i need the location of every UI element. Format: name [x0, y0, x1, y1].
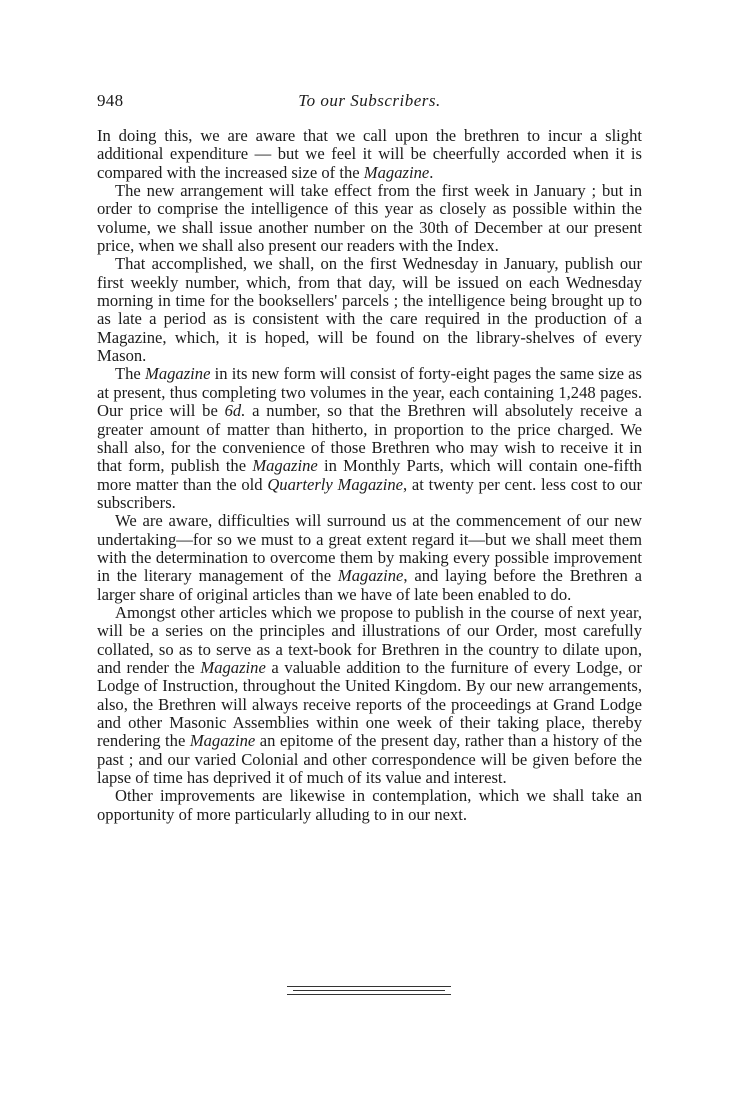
page-header — [97, 91, 642, 115]
italic-text: Magazine — [145, 364, 211, 384]
italic-text: Magazine — [337, 566, 404, 586]
end-rule — [293, 990, 445, 991]
paragraph — [97, 512, 642, 604]
running-title: To our Subscribers. — [298, 91, 441, 110]
text-run: in its new form will consist of forty-eight pages the same size as at present, thus completing two volumes in the year, each containing 1,248 pages. Our price will be — [97, 364, 642, 421]
text-run: The new arrangement will take effect from the first week in January ; but in order to comprise the intelligence of this year as closely as possible within the volume, we shall issue another number on the 30th of December at our present price, when we shall also present our readers with the Index. — [97, 181, 642, 256]
italic-text: Magazine — [363, 162, 430, 182]
end-rule — [287, 994, 451, 995]
paragraph — [97, 182, 642, 255]
article-body — [97, 127, 642, 824]
paragraph — [97, 255, 642, 365]
text-run: a number, so that the Brethren will absolutely receive a greater amount of matter than hitherto, in proportion to the price charged. We shall also, for the convenience of those Brethren who may wish to receive it in that form, publish the — [97, 401, 642, 476]
italic-text: Magazine — [200, 657, 266, 677]
text-run: a valuable addition to the furniture of every Lodge, or Lodge of Instruction, throughout the United Kingdom. By our new arrangements, also, the Brethren will always receive reports of the proceedings at Grand Lodge and other Masonic Assemblies within one week of their taking place, thereby rendering the — [97, 657, 642, 751]
text-run: Amongst other articles which we propose to publish in the course of next year, will be a series on the principles and illustrations of our Order, most carefully collated, so as to serve as a text-book for Brethren in the country to dilate upon, and render the — [97, 602, 642, 677]
italic-text: 6d. — [224, 401, 246, 421]
text-run: . — [429, 162, 434, 182]
text-run: The — [115, 364, 145, 384]
end-rule — [287, 986, 451, 987]
page-number: 948 — [97, 91, 124, 110]
paragraph — [97, 604, 642, 787]
text-run: , and laying before the Brethren a larger share of original articles than we have of late been enabled to do. — [97, 566, 642, 604]
text-run: , at twenty per cent. less cost to our subscribers. — [97, 474, 642, 512]
paragraph — [97, 365, 642, 512]
text-run: That accomplished, we shall, on the first Wednesday in January, publish our first weekly number, which, from that day, will be issued on each Wednesday morning in time for the booksellers' parcels ; the intelligence being brought up to as late a period as is consistent with the care required in the production of a Magazine, which, it is hoped, will be found on the library-shelves of every Mason. — [97, 254, 642, 366]
text-run: In doing this, we are aware that we call upon the brethren to incur a slight additional expenditure — but we feel it will be cheerfully accorded when it is compared with the increased size of the — [97, 126, 642, 182]
paragraph — [97, 127, 642, 182]
text-run: We are aware, difficulties will surround us at the commencement of our new undertaking—for so we must to a great extent regard it—but we shall meet them with the determination to overcome them by making every possible improvement in the literary management of the — [97, 511, 642, 586]
text-run: in Monthly Parts, which will contain one-fifth more matter than the old — [97, 456, 642, 494]
italic-text: Magazine — [252, 456, 318, 476]
paragraph — [97, 787, 642, 824]
text-run: an epitome of the present day, rather than a history of the past ; and our varied Colonial and other correspondence will be given before the lapse of time has deprived it of much of its value and interest. — [97, 731, 642, 788]
italic-text: Quarterly Magazine — [267, 474, 403, 494]
text-run: Other improvements are likewise in contemplation, which we shall take an opportunity of more particularly alluding to in our next. — [97, 786, 642, 824]
italic-text: Magazine — [189, 731, 256, 751]
